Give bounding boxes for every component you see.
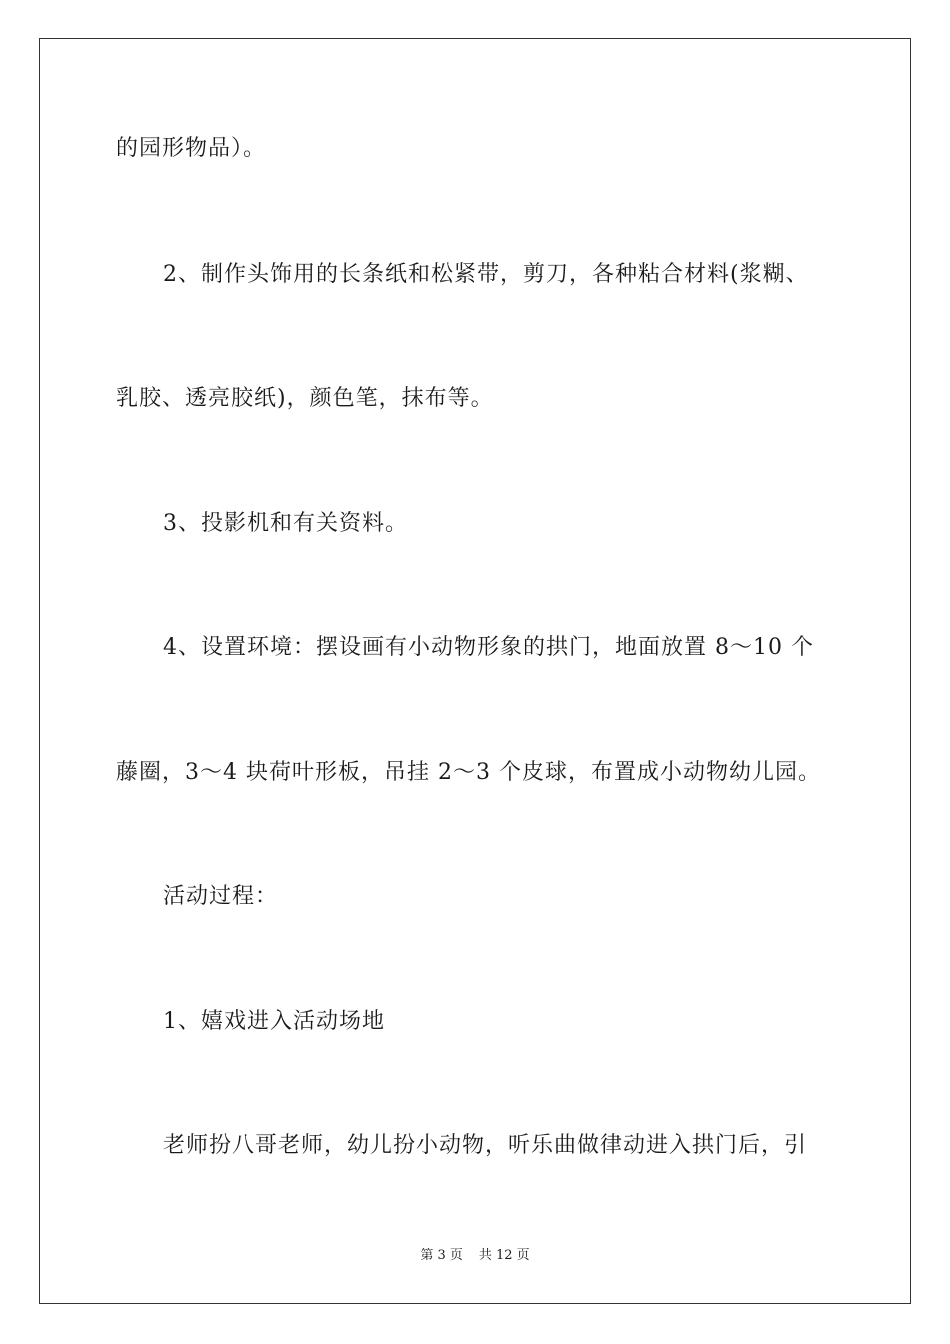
text-line: 乳胶、透亮胶纸)，颜色笔，抹布等。 [116, 386, 494, 411]
text-line: 3、投影机和有关资料。 [163, 511, 408, 536]
page-border [39, 38, 911, 1304]
section-heading: 活动过程： [163, 884, 279, 909]
page-total: 共 12 页 [478, 1248, 530, 1263]
page-footer [0, 1247, 950, 1265]
text-line: 老师扮八哥老师，幼儿扮小动物，听乐曲做律动进入拱门后，引 [163, 1133, 808, 1158]
text-line: 1、嬉戏进入活动场地 [163, 1009, 385, 1034]
page-number: 第 3 页 [420, 1248, 463, 1263]
text-line: 2、制作头饰用的长条纸和松紧带，剪刀，各种粘合材料(浆糊、 [163, 262, 809, 287]
text-line: 藤圈，3～4 块荷叶形板，吊挂 2～3 个皮球，布置成小动物幼儿园。 [116, 760, 821, 785]
text-line: 的园形物品）。 [116, 136, 267, 161]
text-line: 4、设置环境：摆设画有小动物形象的拱门，地面放置 8～10 个 [163, 635, 814, 660]
